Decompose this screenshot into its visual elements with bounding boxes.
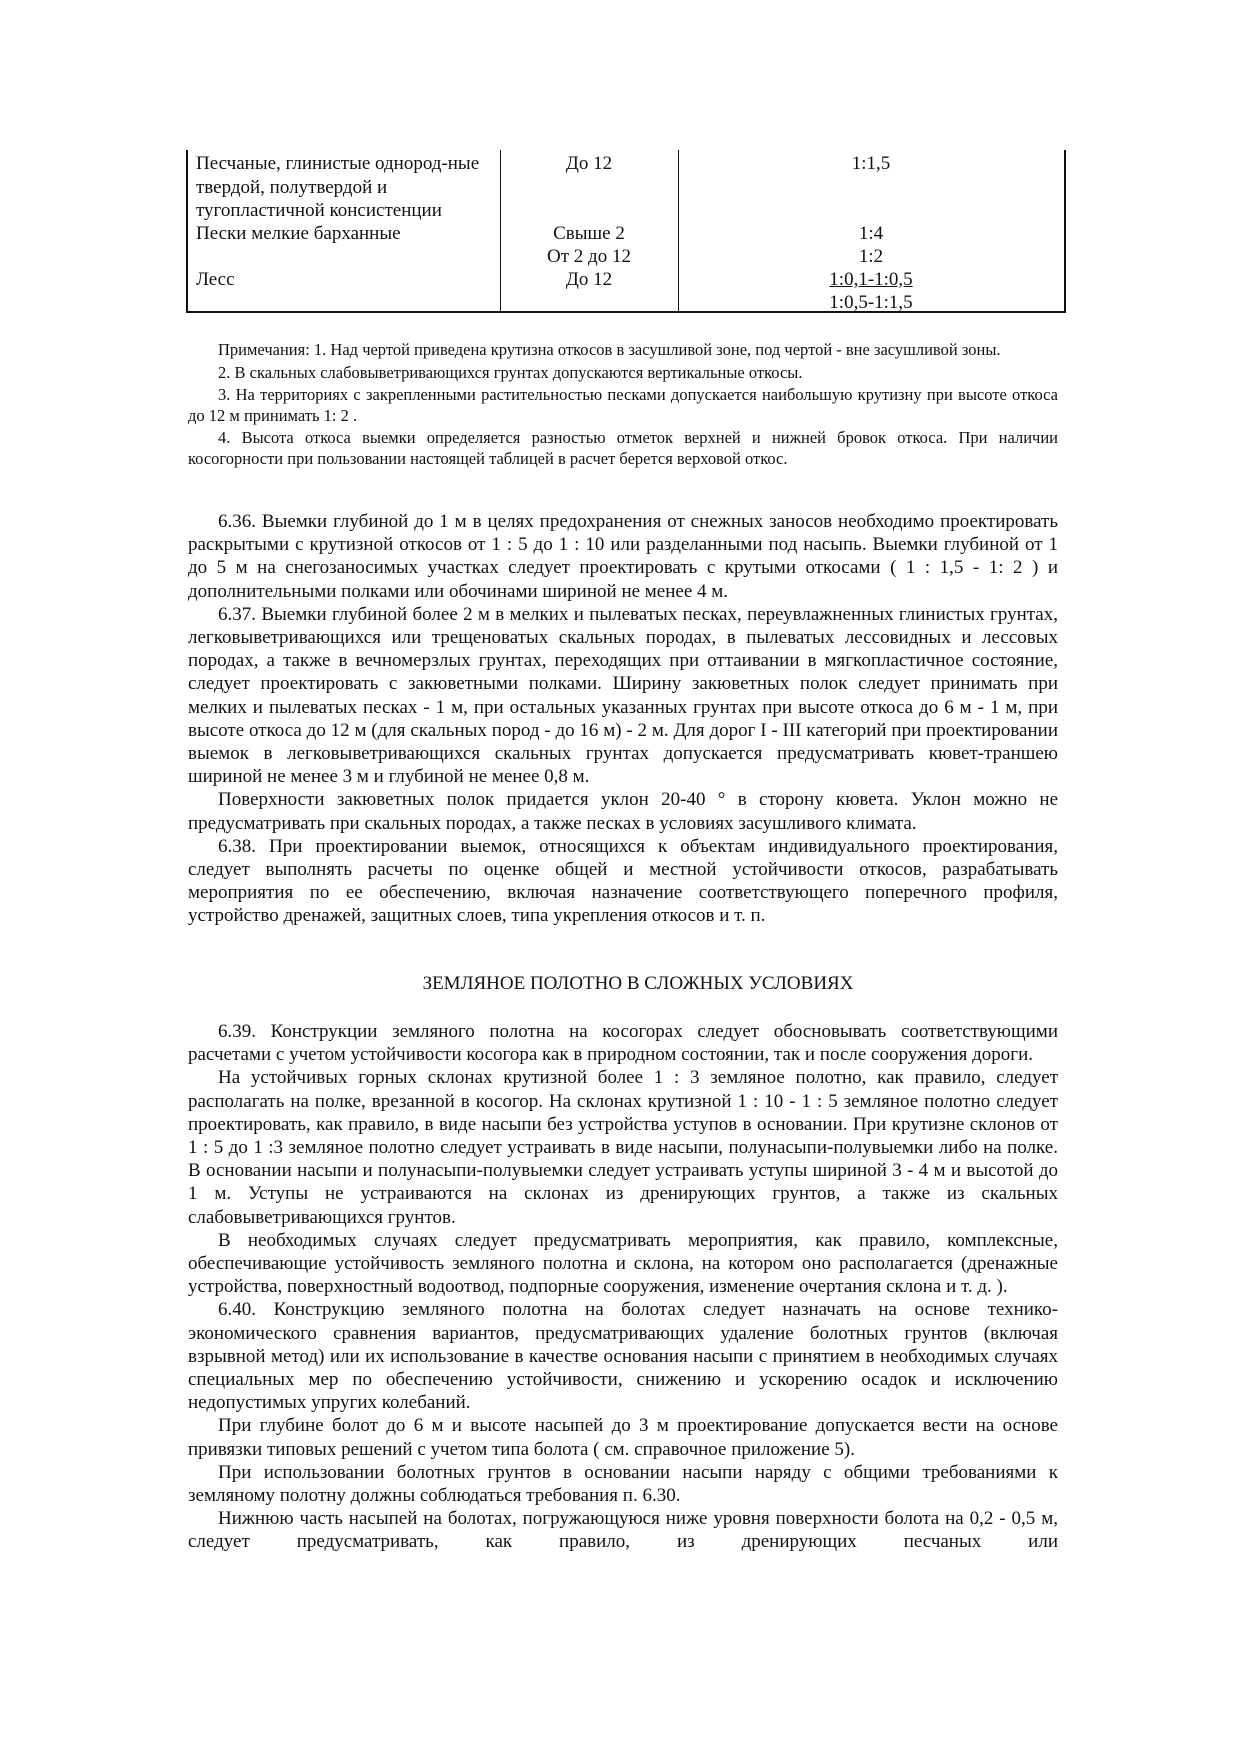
paragraph: Нижнюю часть насыпей на болотах, погружающуюся ниже уровня поверхности болота на 0,2 - 0,5 м, следует предусматривать, как правило, из дренирующих песчаных или [188,1508,1058,1553]
table-cell-soil: Пески мелкие барханные [196,223,401,244]
paragraph: 6.38. При проектировании выемок, относящихся к объектам индивидуального проектирования, следует выполнять расчеты по оценке общей и местной устойчивости откосов, разрабатывать мероприятия по ее обеспечению, включая назначение соответствующего поперечного профиля, устройство дренажей, защитных слоев, типа укрепления откосов и т. п. [188,835,1058,927]
paragraph: 6.39. Конструкции земляного полотна на косогорах следует обосновывать соответствующими расчетами с учетом устойчивости косогора как в природном состоянии, так и после сооружения дороги. [188,1021,1058,1066]
paragraph: В необходимых случаях следует предусматривать мероприятия, как правило, комплексные, обеспечивающие устойчивость земляного полотна и склона, на котором оно располагается (дренажные устройства, поверхностный водоотвод, подпорные сооружения, изменение очертания склона и т. д. ). [188,1229,1058,1298]
paragraph: При глубине болот до 6 м и высоте насыпей до 3 м проектирование допускается вести на основе привязки типовых решений с учетом типа болота ( см. справочное приложение 5). [188,1415,1058,1460]
table-cell-soil: Песчаные, глинистые однород-ные твердой, полутвердой и тугопластичной консистенции [196,153,480,221]
table-cell-slope: 1:1,5 [851,153,891,174]
table-cell-height: До 12 [565,153,613,174]
slope-table [186,150,1066,313]
table-cell-height: До 12 [565,269,613,290]
table-notes [188,340,1058,471]
section-heading: ЗЕМЛЯНОЕ ПОЛОТНО В СЛОЖНЫХ УСЛОВИЯХ [422,973,854,994]
paragraph: При использовании болотных грунтов в основании насыпи наряду с общими требованиями к земляному полотну должны соблюдаться требования п. 6.30. [188,1461,1058,1507]
table-cell-soil: Лесс [196,269,235,290]
note: Примечания: 1. Над чертой приведена крутизна откосов в засушливой зоне, под чертой - вне засушливой зоны. [218,340,1001,359]
paragraph: На устойчивых горных склонах крутизной более 1 : 3 земляное полотно, как правило, следует располагать на полке, врезанной в косогор. На склонах крутизной 1 : 10 - 1 : 5 земляное полотно следует проектировать, как правило, в виде насыпи без устройства уступов в основании. При крутизне склонов от 1 : 5 до 1 :3 земляное полотно следует устраивать в виде насыпи, полунасыпи-полувыемки либо на полке. В основании насыпи и полунасыпи-полувыемки следует устраивать уступы шириной 3 - 4 м и высотой до 1 м. Уступы не устраиваются на склонах из дренирующих грунтов, а также из скальных слабовыветривающихся грунтов. [188,1067,1058,1228]
note: 2. В скальных слабовыветривающихся грунтах допускаются вертикальные откосы. [218,362,803,382]
slope-over-line: 1:0,1-1:0,5 [829,269,913,290]
note: 3. На территориях с закрепленными растительностью песками допускается наибольшую крутизну при высоте откоса до 12 м принимать 1: 2 . [188,385,1058,425]
paragraph: 6.40. Конструкцию земляного полотна на болотах следует назначать на основе технико-экономического сравнения вариантов, предусматривающих удаление болотных грунтов (включая взрывной метод) или их использование в качестве основания насыпи с принятием в необходимых случаях специальных мер по обеспечению устойчивости, снижению и ускорению осадок и исключению недопустимых упругих колебаний. [188,1299,1058,1414]
paragraph: 6.36. Выемки глубиной до 1 м в целях предохранения от снежных заносов необходимо проектировать раскрытыми с крутизной откосов от 1 : 5 до 1 : 10 или разделанными под насыпь. Выемки глубиной от 1 до 5 м на снегозаносимых участках следует проектировать с крутыми откосами ( 1 : 1,5 - 1: 2 ) и дополнительными полками или обочинами шириной не менее 4 м. [188,511,1058,602]
table-cell-height: Свыше 2 [553,223,625,244]
table-cell-slope: 1:4 [858,223,884,244]
section-excavations [188,510,1058,928]
table-cell-slope: 1:2 [858,246,884,267]
table-cell-slope: 1:0,5-1:1,5 [829,292,913,313]
paragraph: 6.37. Выемки глубиной более 2 м в мелких и пылеватых песках, переувлажненных глинистых грунтах, легковыветривающихся или трещеноватых скальных породах, в пылеватых лессовидных и лессовых породах, а также в вечномерзлых грунтах, переходящих при оттаивании в мягкопластичное состояние, следует проектировать с закюветными полками. Ширину закюветных полок следует принимать при мелких и пылеватых песках - 1 м, при остальных указанных грунтах при высоте откоса до 6 м - 1 м, при высоте откоса до 12 м (для скальных пород - до 16 м) - 2 м. Для дорог I - III категорий при проектировании выемок в легковыветривающихся скальных грунтах допускается предусматривать кювет-траншею шириной не менее 3 м и глубиной не менее 0,8 м. [188,603,1058,788]
section-complex-conditions [188,1020,1058,1554]
paragraph: Поверхности закюветных полок придается уклон 20-40 ° в сторону кювета. Уклон можно не предусматривать при скальных породах, а также песках в условиях засушливого климата. [188,789,1058,834]
table-cell-height: От 2 до 12 [547,246,631,267]
note: 4. Высота откоса выемки определяется разностью отметок верхней и нижней бровок откоса. При наличии косогорности при пользовании настоящей таблицей в расчет берется верховой откос. [188,428,1058,468]
table-cell-slope [678,268,1064,292]
